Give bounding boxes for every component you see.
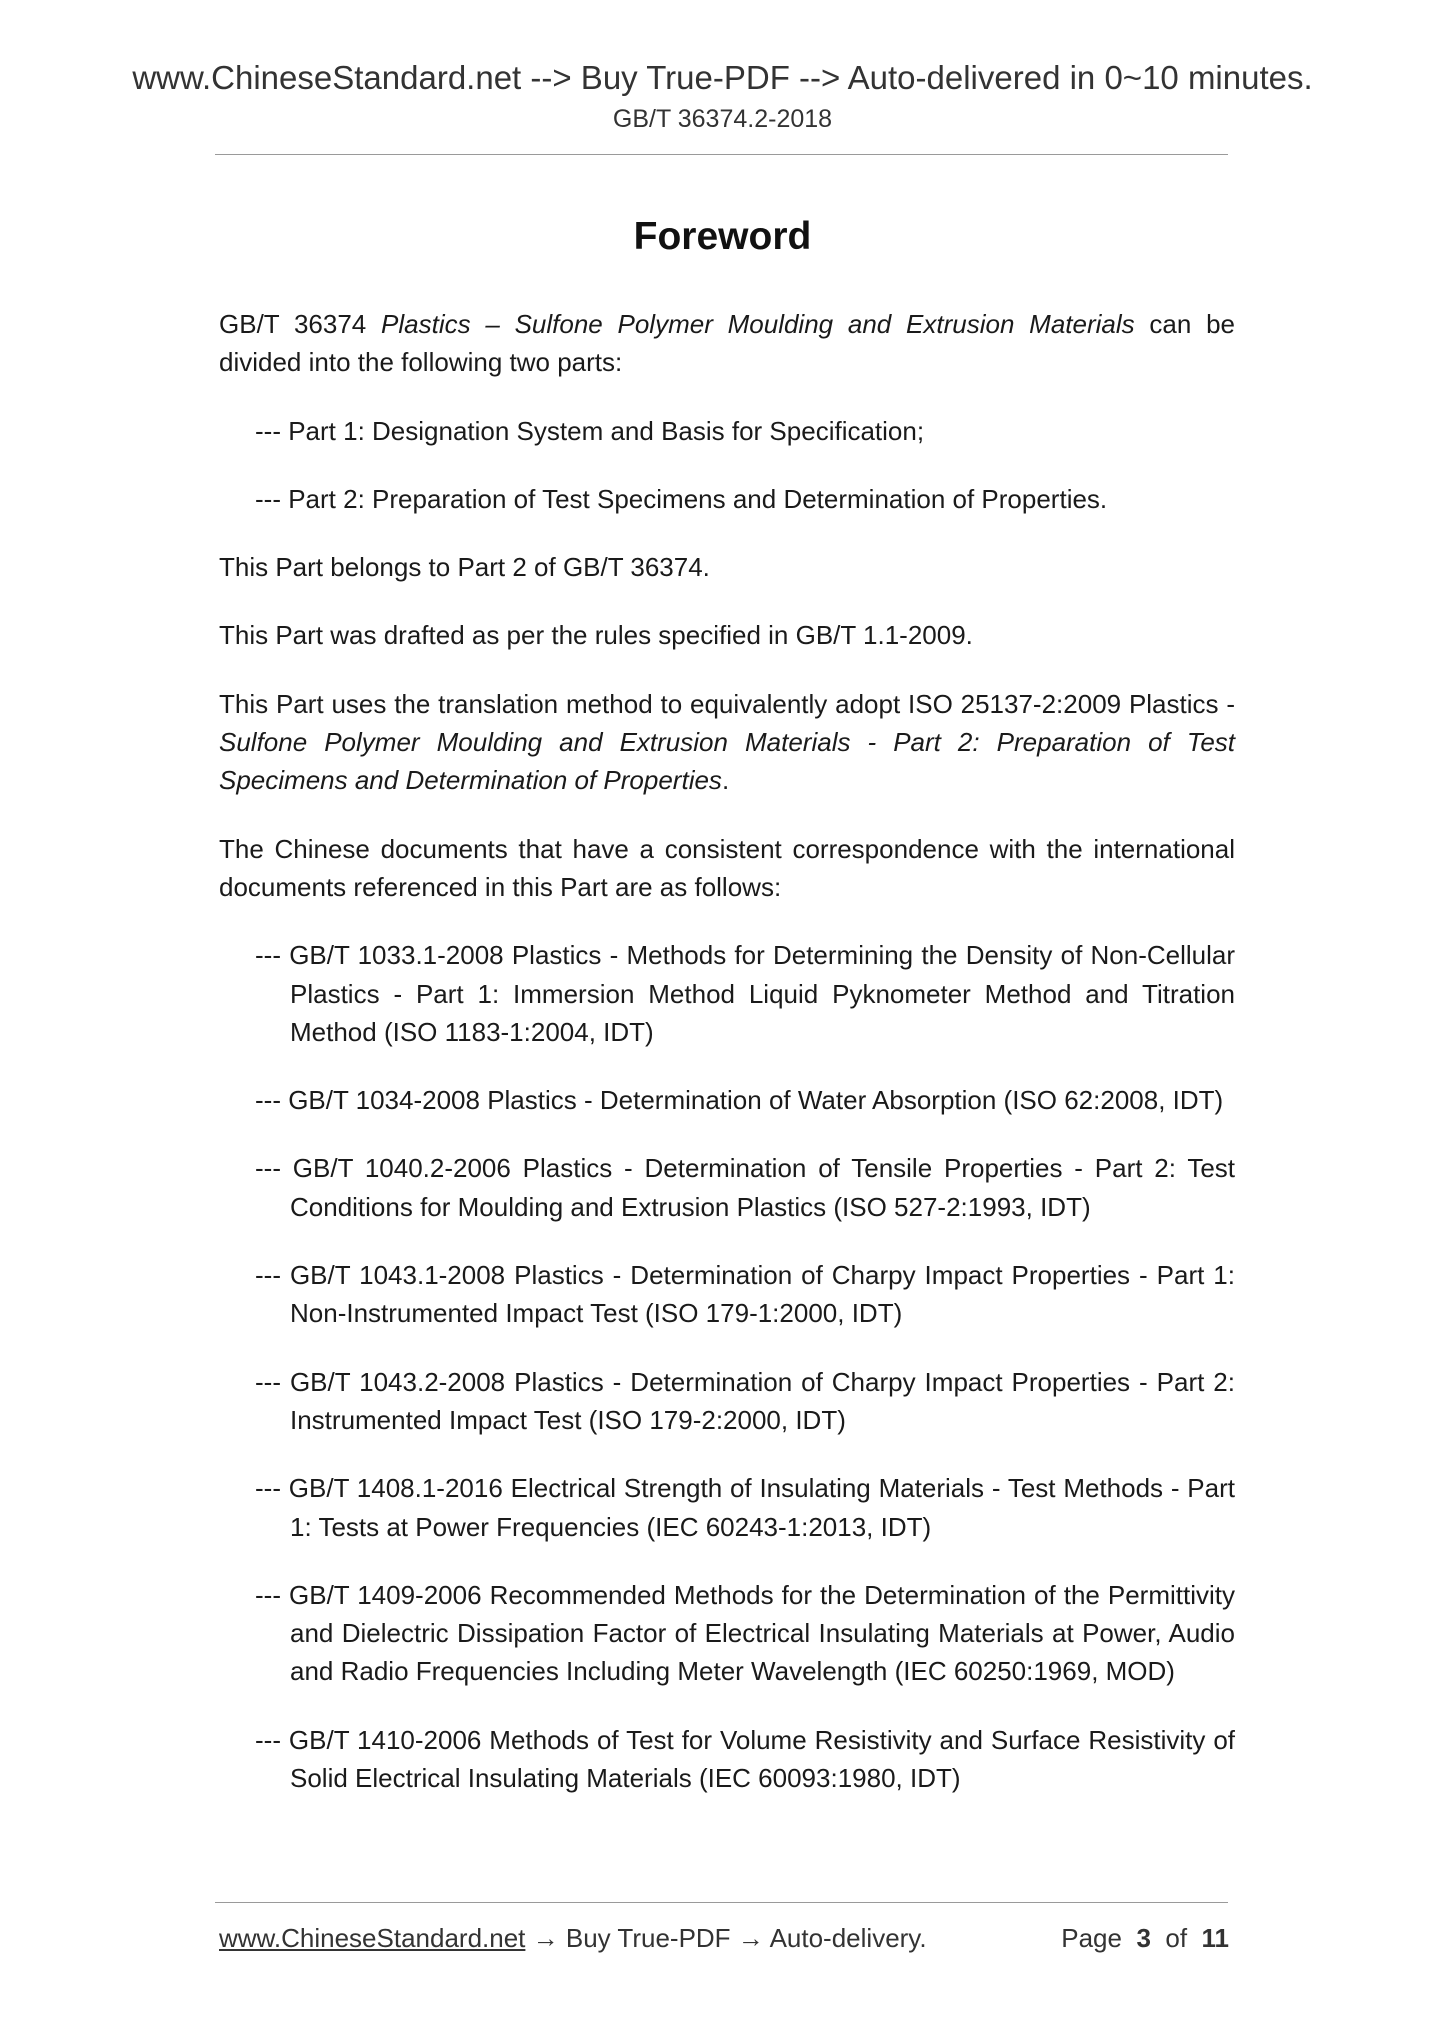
reference-text: GB/T 1410-2006 Methods of Test for Volume Resistivity and Surface Resistivity of Solid Electrical Insulating Materials (IEC 60093:1980, IDT): [288, 1724, 1236, 1794]
adopt-prefix: This Part uses the translation method to equivalently adopt ISO 25137-2:2009 Plastics -: [219, 688, 1235, 719]
intro-title: Plastics – Sulfone Polymer Moulding and Extrusion Materials: [381, 309, 1135, 339]
part-item: [219, 480, 1235, 518]
list-dash: ---: [255, 1153, 293, 1184]
reference-item: [219, 1721, 1235, 1798]
page-total: 11: [1201, 1923, 1229, 1953]
header-divider: [215, 154, 1228, 155]
drafted-paragraph: This Part was drafted as per the rules specified in GB/T 1.1-2009.: [219, 620, 973, 651]
list-dash: ---: [255, 415, 289, 446]
reference-text: GB/T 1408.1-2016 Electrical Strength of Insulating Materials - Test Methods - Part 1: Tests at Power Frequencies (IEC 60243-1:2013, IDT): [288, 1473, 1235, 1542]
footer-text: → Buy True-PDF → Auto-delivery.: [525, 1923, 927, 1953]
intro-suffix: can be divided into the following two parts:: [219, 309, 1235, 378]
list-dash: ---: [255, 1724, 289, 1755]
reference-text: GB/T 1043.1-2008 Plastics - Determination of Charpy Impact Properties - Part 1: Non-Instrumented Impact Test (ISO 179-1:2000, IDT): [289, 1260, 1235, 1329]
list-dash: ---: [255, 1366, 290, 1397]
page-title: Foreword: [633, 215, 812, 258]
intro-prefix: GB/T 36374: [219, 309, 382, 339]
adopt-paragraph: [219, 685, 1235, 800]
page-number: [1061, 1921, 1229, 1955]
part-text: Part 1: Designation System and Basis for Specification;: [288, 415, 925, 446]
reference-item: [219, 936, 1235, 1051]
page-current: 3: [1136, 1923, 1151, 1953]
belongs-paragraph: This Part belongs to Part 2 of GB/T 36374.: [219, 552, 710, 583]
list-dash: ---: [255, 940, 290, 971]
header-standard-number: GB/T 36374.2-2018: [612, 105, 833, 133]
part-item: [219, 412, 1235, 450]
part-text: Part 2: Preparation of Test Specimens and Determination of Properties.: [288, 483, 1108, 514]
reference-item: [219, 1256, 1235, 1333]
document-body: [219, 305, 1235, 1827]
reference-item: [219, 1469, 1235, 1546]
list-dash: ---: [255, 1473, 289, 1504]
reference-item: [219, 1149, 1235, 1226]
footer-divider: [215, 1902, 1228, 1903]
reference-item: [219, 1081, 1245, 1119]
reference-item: [219, 1576, 1235, 1691]
reference-text: GB/T 1043.2-2008 Plastics - Determination of Charpy Impact Properties - Part 2: Instrumented Impact Test (ISO 179-2:2000, IDT): [289, 1366, 1235, 1435]
page-footer: [219, 1921, 1229, 1955]
correspondence-paragraph: The Chinese documents that have a consistent correspondence with the international documents referenced in this Part are as follows:: [219, 833, 1235, 902]
list-dash: ---: [255, 483, 289, 514]
list-dash: ---: [255, 1085, 289, 1116]
of-label: of: [1165, 1923, 1188, 1953]
reference-text: GB/T 1040.2-2006 Plastics - Determination of Tensile Properties - Part 2: Test Conditions for Moulding and Extrusion Plastics (ISO 527-2:1993, IDT): [290, 1153, 1235, 1222]
adopt-title: Sulfone Polymer Moulding and Extrusion Materials - Part 2: Preparation of Test Specimens and Determination of Properties: [219, 727, 1235, 796]
header-banner: www.ChineseStandard.net --> Buy True-PDF --> Auto-delivered in 0~10 minutes.: [132, 59, 1313, 96]
list-dash: ---: [255, 1260, 290, 1291]
reference-text: GB/T 1409-2006 Recommended Methods for the Determination of the Permittivity and Dielectric Dissipation Factor of Electrical Insulating Materials at Power, Audio and Radio Frequencies Including Meter Wavelength (IEC 60250:1969, MOD): [289, 1579, 1235, 1687]
adopt-suffix: .: [721, 765, 730, 796]
page-label: Page: [1061, 1923, 1122, 1953]
reference-text: GB/T 1034-2008 Plastics - Determination of Water Absorption (ISO 62:2008, IDT): [288, 1085, 1224, 1116]
reference-text: GB/T 1033.1-2008 Plastics - Methods for Determining the Density of Non-Cellular Plastics - Part 1: Immersion Method Liquid Pyknometer Method and Titration Method (ISO 1183-1:2004, IDT): [289, 940, 1235, 1047]
list-dash: ---: [255, 1579, 289, 1610]
footer-site-link[interactable]: www.ChineseStandard.net: [219, 1923, 526, 1953]
reference-item: [219, 1363, 1235, 1440]
intro-paragraph: [219, 305, 1235, 382]
